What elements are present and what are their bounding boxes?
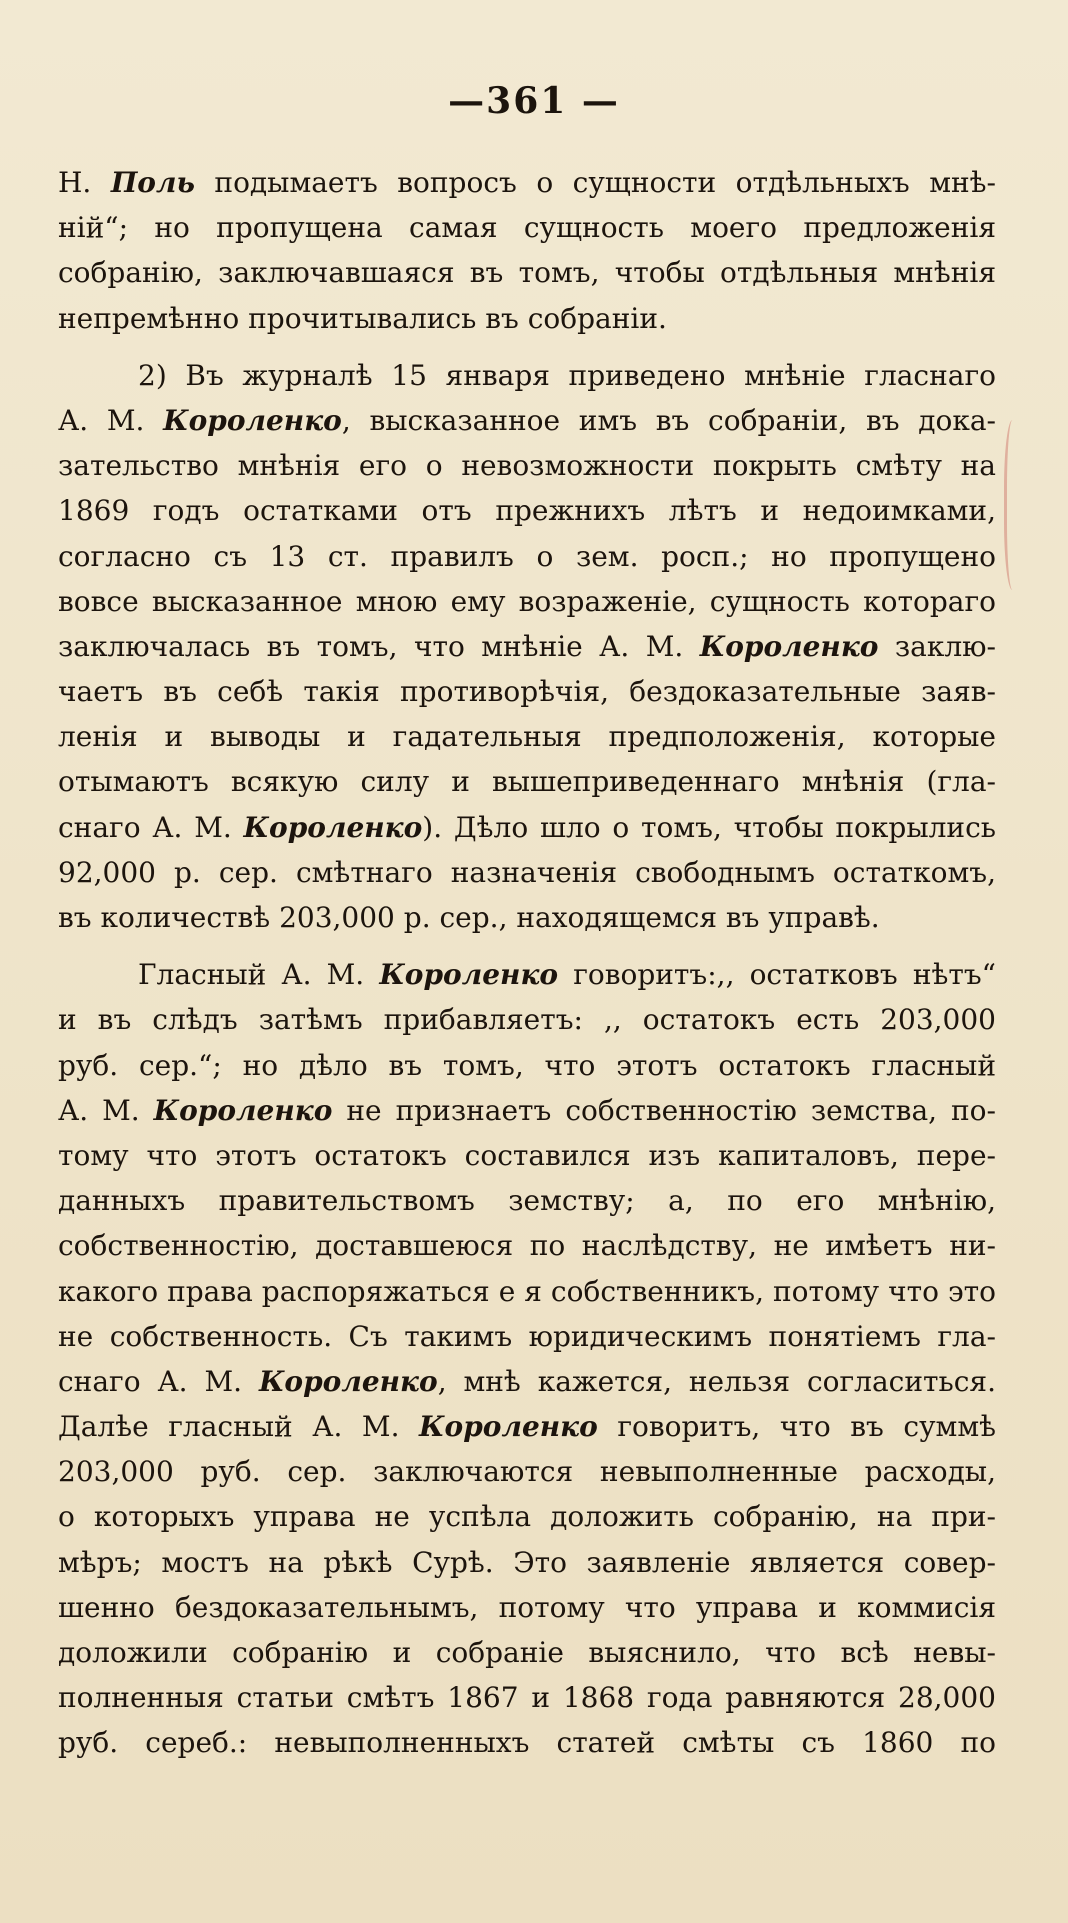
text-run: ній“; но пропущена самая сущность моего предложенія bbox=[58, 211, 996, 245]
text-run: 2) Въ журналѣ 15 января приведено мнѣніе гласнаго bbox=[138, 358, 996, 392]
text-line bbox=[58, 443, 996, 488]
text-line bbox=[58, 895, 996, 940]
text-line bbox=[58, 1675, 996, 1720]
text-line bbox=[58, 160, 996, 205]
text-run: снаго А. М. bbox=[58, 810, 244, 844]
text-run: заключалась въ томъ, что мнѣніе А. М. bbox=[58, 629, 700, 663]
text-line bbox=[58, 1540, 996, 1585]
text-run: подымаетъ вопросъ о сущности отдѣльныхъ мнѣ- bbox=[194, 166, 996, 199]
text-line bbox=[58, 1178, 996, 1223]
text-line bbox=[58, 669, 996, 714]
page-number: —361 — bbox=[448, 80, 620, 122]
text-run: , мнѣ кажется, нельзя согласиться. bbox=[437, 1364, 996, 1398]
text-line bbox=[58, 534, 996, 579]
text-line bbox=[58, 759, 996, 804]
paragraph-gap bbox=[58, 940, 996, 952]
text-line bbox=[58, 488, 996, 533]
text-run: непремѣнно прочитывались въ собраніи. bbox=[58, 301, 667, 335]
text-line bbox=[58, 1269, 996, 1314]
italic-name: Короленко bbox=[153, 1093, 333, 1127]
italic-name: Короленко bbox=[163, 403, 342, 437]
text-line bbox=[58, 250, 996, 295]
text-run: 1869 годъ остатками отъ прежнихъ лѣтъ и недоимками, bbox=[58, 494, 996, 528]
text-run: и въ слѣдъ затѣмъ прибавляетъ: ,, остатокъ есть 203,000 bbox=[58, 1003, 996, 1037]
text-run: , высказанное имъ въ собраніи, въ дока- bbox=[341, 403, 996, 437]
text-run: данныхъ правительствомъ земству; а, по его мнѣнію, bbox=[58, 1184, 996, 1218]
text-line bbox=[58, 850, 996, 895]
text-line bbox=[58, 1133, 996, 1178]
text-run: говоритъ:,, остатковъ нѣтъ“ bbox=[558, 958, 996, 992]
margin-pencil-mark bbox=[1004, 420, 1025, 590]
text-run: руб. сереб.: невыполненныхъ статей смѣты съ 1860 по bbox=[58, 1726, 996, 1760]
text-run: Гласный А. М. bbox=[138, 958, 380, 992]
text-run: А. М. bbox=[58, 1093, 154, 1127]
text-run: заклю- bbox=[878, 629, 996, 663]
text-run: зательство мнѣнія его о невозможности покрыть смѣту на bbox=[58, 449, 996, 483]
text-run: согласно съ 13 ст. правилъ о зем. росп.; но пропущено bbox=[58, 539, 996, 573]
text-run: ленія и выводы и гадательныя предположенія, которые bbox=[58, 720, 996, 754]
text-run: говоритъ, что въ суммѣ bbox=[597, 1410, 996, 1444]
text-line bbox=[58, 579, 996, 624]
text-run: собранію, заключавшаяся въ томъ, чтобы отдѣльныя мнѣнія bbox=[58, 256, 996, 290]
text-run: 92,000 р. сер. смѣтнаго назначенія свободнымъ остаткомъ, bbox=[58, 855, 996, 889]
text-run: мѣръ; мостъ на рѣкѣ Сурѣ. Это заявленіе является совер- bbox=[58, 1545, 996, 1579]
text-line bbox=[58, 1449, 996, 1494]
text-run: въ количествѣ 203,000 р. сер., находящемся въ управѣ. bbox=[58, 901, 880, 934]
text-run: тому что этотъ остатокъ составился изъ капиталовъ, пере- bbox=[58, 1138, 996, 1172]
italic-name: Короленко bbox=[379, 958, 559, 992]
text-line bbox=[58, 1088, 996, 1133]
text-line bbox=[58, 1043, 996, 1088]
text-run: шенно бездоказательнымъ, потому что управа и коммисія bbox=[58, 1590, 996, 1624]
text-line bbox=[58, 1314, 996, 1359]
text-line bbox=[58, 1720, 996, 1765]
text-run: Далѣе гласный А. М. bbox=[58, 1410, 420, 1444]
text-line bbox=[58, 1630, 996, 1675]
text-run: какого права распоряжаться е я собственникъ, потому что это bbox=[58, 1274, 996, 1308]
italic-name: Короленко bbox=[419, 1410, 598, 1444]
text-line bbox=[58, 997, 996, 1042]
text-run: не признаетъ собственностію земства, по- bbox=[332, 1093, 996, 1127]
text-run: не собственность. Съ такимъ юридическимъ понятіемъ гла- bbox=[58, 1319, 996, 1353]
text-line bbox=[58, 1585, 996, 1630]
paragraph-gap bbox=[58, 341, 996, 353]
text-run: Н. bbox=[58, 166, 111, 199]
text-run: о которыхъ управа не успѣла доложить собранію, на при- bbox=[58, 1500, 996, 1534]
text-run: полненныя статьи смѣтъ 1867 и 1868 года равняются 28,000 bbox=[58, 1681, 996, 1715]
italic-name: Короленко bbox=[243, 810, 423, 844]
text-line bbox=[58, 1223, 996, 1268]
italic-name: Короленко bbox=[258, 1364, 438, 1398]
text-run: А. М. bbox=[58, 403, 164, 437]
text-line bbox=[58, 714, 996, 759]
text-run: чаетъ въ себѣ такія противорѣчія, бездоказательные заяв- bbox=[58, 675, 996, 709]
text-run: отымаютъ всякую силу и вышеприведеннаго мнѣнія (гла- bbox=[58, 765, 996, 799]
text-line bbox=[58, 1359, 996, 1404]
text-run: вовсе высказанное мною ему возраженіе, сущность котораго bbox=[58, 584, 996, 618]
text-line bbox=[58, 805, 996, 850]
text-run: снаго А. М. bbox=[58, 1364, 259, 1398]
text-line bbox=[58, 952, 996, 997]
text-run: доложили собранію и собраніе выяснило, что всѣ невы- bbox=[58, 1636, 996, 1669]
text-line bbox=[58, 1404, 996, 1449]
body-text bbox=[58, 160, 996, 1766]
text-line bbox=[58, 624, 996, 669]
text-line bbox=[58, 398, 996, 443]
text-run: 203,000 руб. сер. заключаются невыполненные расходы, bbox=[58, 1455, 996, 1489]
text-run: руб. сер.“; но дѣло въ томъ, что этотъ остатокъ гласный bbox=[58, 1048, 996, 1082]
italic-name: Поль bbox=[110, 166, 195, 199]
text-line bbox=[58, 296, 996, 341]
text-line bbox=[58, 353, 996, 398]
text-line bbox=[58, 205, 996, 250]
italic-name: Короленко bbox=[699, 629, 879, 663]
text-run: ). Дѣло шло о томъ, чтобы покрылись bbox=[422, 810, 996, 844]
text-run: собственностію, доставшеюся по наслѣдству, не имѣетъ ни- bbox=[58, 1229, 996, 1263]
text-line bbox=[58, 1494, 996, 1539]
